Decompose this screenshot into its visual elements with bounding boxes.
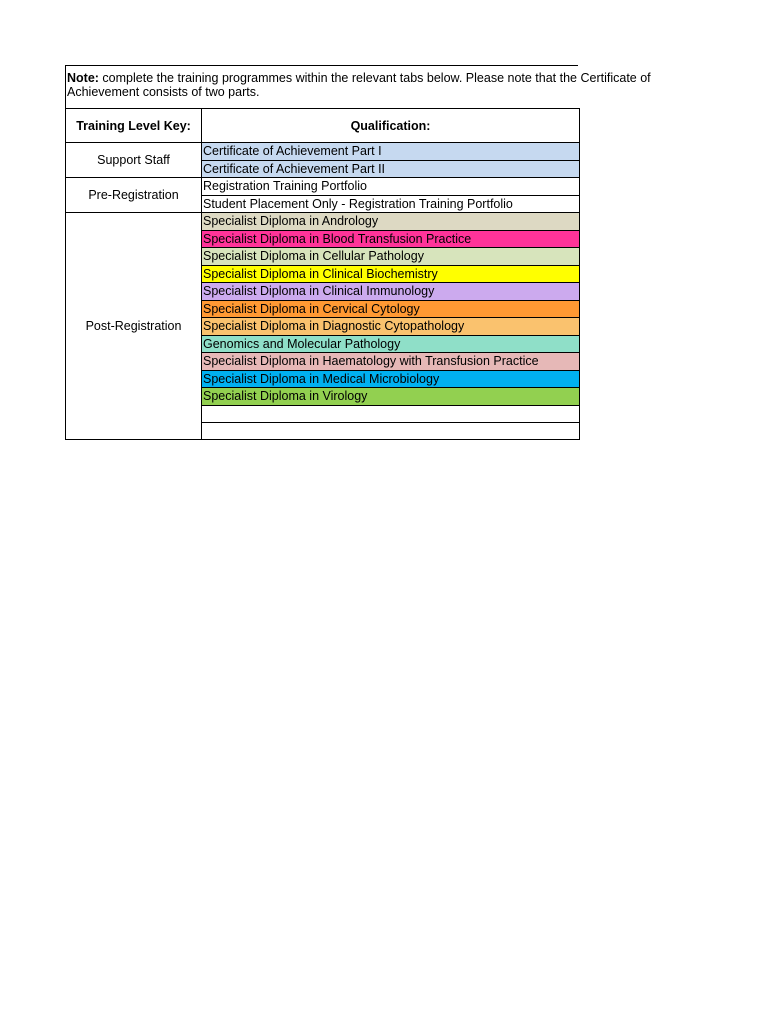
qualification-cell[interactable]: Registration Training Portfolio xyxy=(202,178,580,196)
training-level-table xyxy=(65,108,580,440)
empty-qualification-cell[interactable] xyxy=(202,422,580,439)
note-cell xyxy=(65,65,651,108)
qualification-cell[interactable]: Specialist Diploma in Virology xyxy=(202,388,580,406)
note-text-1: complete the training programmes within the relevant tabs below. Please note that the Certificate of xyxy=(98,71,651,85)
qualification-cell[interactable]: Specialist Diploma in Blood Transfusion Practice xyxy=(202,230,580,248)
level-pre-registration: Pre-Registration xyxy=(66,178,202,213)
qualification-cell[interactable]: Specialist Diploma in Andrology xyxy=(202,213,580,231)
qualification-cell[interactable]: Certificate of Achievement Part II xyxy=(202,160,580,178)
qualification-cell[interactable]: Specialist Diploma in Haematology with Transfusion Practice xyxy=(202,353,580,371)
header-qualification: Qualification: xyxy=(202,109,580,143)
level-support-staff: Support Staff xyxy=(66,143,202,178)
qualification-cell[interactable]: Certificate of Achievement Part I xyxy=(202,143,580,161)
note-line-2: Achievement consists of two parts. xyxy=(67,85,260,99)
qualification-cell[interactable]: Specialist Diploma in Clinical Immunology xyxy=(202,283,580,301)
header-training-level: Training Level Key: xyxy=(66,109,202,143)
empty-qualification-cell[interactable] xyxy=(202,405,580,422)
qualification-cell[interactable]: Student Placement Only - Registration Training Portfolio xyxy=(202,195,580,213)
table-row xyxy=(66,213,580,231)
qualification-cell[interactable]: Genomics and Molecular Pathology xyxy=(202,335,580,353)
header-row xyxy=(66,109,580,143)
table-row xyxy=(66,178,580,196)
qualification-cell[interactable]: Specialist Diploma in Diagnostic Cytopathology xyxy=(202,318,580,336)
note-line-1 xyxy=(67,71,651,86)
note-label: Note: xyxy=(67,71,99,85)
qualification-cell[interactable]: Specialist Diploma in Cervical Cytology xyxy=(202,300,580,318)
level-post-registration: Post-Registration xyxy=(66,213,202,440)
qualification-cell[interactable]: Specialist Diploma in Cellular Pathology xyxy=(202,248,580,266)
qualification-cell[interactable]: Specialist Diploma in Medical Microbiology xyxy=(202,370,580,388)
qualification-cell[interactable]: Specialist Diploma in Clinical Biochemistry xyxy=(202,265,580,283)
table-row xyxy=(66,143,580,161)
